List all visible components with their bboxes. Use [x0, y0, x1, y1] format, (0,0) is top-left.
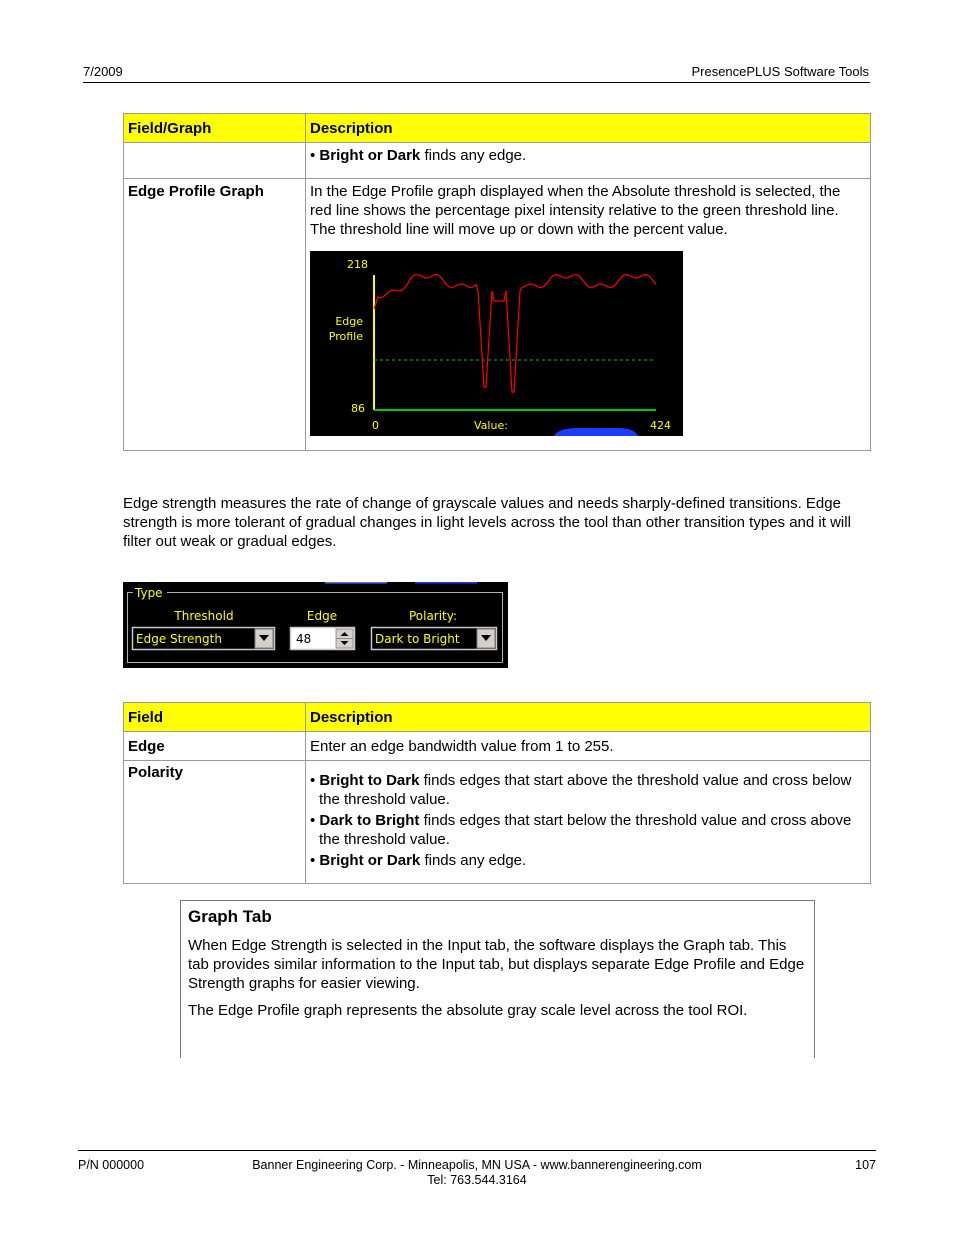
edge-stepper[interactable]	[291, 628, 355, 650]
stepper-up-icon[interactable]	[336, 629, 353, 639]
panel-top-mark-2	[415, 582, 477, 584]
graph-x-max: 424	[650, 419, 671, 432]
graph-x-min: 0	[372, 419, 379, 432]
polarity-dropdown-value: Dark to Bright	[375, 632, 460, 646]
threshold-label: Threshold	[174, 609, 234, 623]
edge-label: Edge	[306, 609, 338, 623]
field-graph-table	[123, 113, 871, 451]
table1-header-description: Description	[306, 114, 871, 143]
threshold-dropdown-value: Edge Strength	[136, 632, 222, 646]
table1-row1-desc: • Bright or Dark finds any edge.	[306, 143, 871, 179]
chevron-down-icon[interactable]	[477, 629, 495, 648]
type-panel-background	[123, 582, 508, 668]
graph-y-min: 86	[351, 402, 365, 415]
graph-tab-box	[180, 900, 815, 1058]
graph-y-label-2: Profile	[328, 330, 363, 343]
footer-company	[0, 1158, 954, 1188]
chevron-down-icon[interactable]	[255, 629, 273, 648]
graph-blue-overlay	[554, 428, 638, 436]
table2-header-description: Description	[306, 703, 871, 732]
bright-or-dark-term: Bright or Dark	[319, 147, 421, 164]
type-panel	[123, 582, 508, 668]
footer-company-line: Banner Engineering Corp. - Minneapolis, MN USA - www.bannerengineering.com	[252, 1158, 702, 1172]
type-group-label: Type	[135, 586, 163, 600]
table1-row2-field: Edge Profile Graph	[124, 179, 306, 451]
edge-profile-graph-desc: In the Edge Profile graph displayed when the Absolute threshold is selected, the red line shows the percentage pixel intensity relative to the green threshold line. The threshold line will move up or down with the percent value.	[310, 183, 841, 238]
header-rule	[83, 82, 870, 83]
bright-or-dark-term-2: Bright or Dark	[319, 852, 421, 869]
panel-top-mark-1	[325, 582, 387, 584]
bright-or-dark-text: finds any edge.	[420, 147, 527, 164]
graph-y-label-1: Edge	[335, 315, 363, 328]
footer-rule	[78, 1150, 876, 1151]
graph-x-mid: Value:	[474, 419, 508, 432]
graph-tab-paragraph-1: When Edge Strength is selected in the Input tab, the software displays the Graph tab. This tab provides similar information to the Input tab, but displays separate Edge Profile and Edge Strength graphs for easier viewing.	[188, 937, 805, 992]
dark-to-bright-term: Dark to Bright	[319, 812, 420, 829]
table1-row2-desc-cell	[306, 179, 871, 451]
edge-profile-graph	[310, 251, 683, 436]
dark-to-bright-text: finds edges that start below the threshold value and cross above the threshold value.	[319, 812, 852, 848]
edge-desc: Enter an edge bandwidth value from 1 to 255.	[306, 732, 871, 761]
bright-or-dark-text-2: finds any edge.	[420, 852, 527, 869]
polarity-bullet-3: • Bright or Dark finds any edge.	[310, 852, 527, 869]
polarity-bullet-1: • Bright to Dark finds edges that start above the threshold value and cross below the threshold value.	[310, 772, 852, 808]
graph-y-max: 218	[347, 258, 368, 271]
polarity-bullet-2: • Dark to Bright finds edges that start below the threshold value and cross above the threshold value.	[310, 812, 852, 848]
edge-field: Edge	[124, 732, 306, 761]
stepper-down-icon[interactable]	[336, 639, 353, 649]
bright-to-dark-text: finds edges that start above the threshold value and cross below the threshold value.	[319, 772, 852, 808]
polarity-field: Polarity	[124, 761, 306, 884]
polarity-label: Polarity:	[408, 609, 458, 623]
bright-to-dark-term: Bright to Dark	[319, 772, 420, 789]
threshold-dropdown[interactable]	[133, 628, 275, 650]
footer-tel: Tel: 763.544.3164	[427, 1173, 527, 1187]
graph-background	[310, 251, 683, 436]
graph-tab-paragraph-2: The Edge Profile graph represents the absolute gray scale level across the tool ROI.	[188, 1002, 748, 1019]
table1-header-field: Field/Graph	[124, 114, 306, 143]
polarity-desc-cell	[306, 761, 871, 884]
edge-stepper-value: 48	[296, 632, 312, 646]
header-date: 7/2009	[83, 64, 123, 79]
graph-tab-title: Graph Tab	[188, 907, 272, 926]
footer-part-number: P/N 000000	[78, 1158, 145, 1172]
table1-empty-cell	[124, 143, 306, 179]
footer-page-number: 107	[855, 1158, 876, 1172]
polarity-dropdown[interactable]	[372, 628, 497, 650]
header-title: PresencePLUS Software Tools	[691, 64, 869, 79]
field-description-table	[123, 702, 871, 884]
table2-header-field: Field	[124, 703, 306, 732]
intro-paragraph: Edge strength measures the rate of change of grayscale values and needs sharply-defined transitions. Edge strength is more tolerant of gradual changes in light levels across the tool than other transition types and it will filter out weak or gradual edges.	[123, 495, 851, 550]
